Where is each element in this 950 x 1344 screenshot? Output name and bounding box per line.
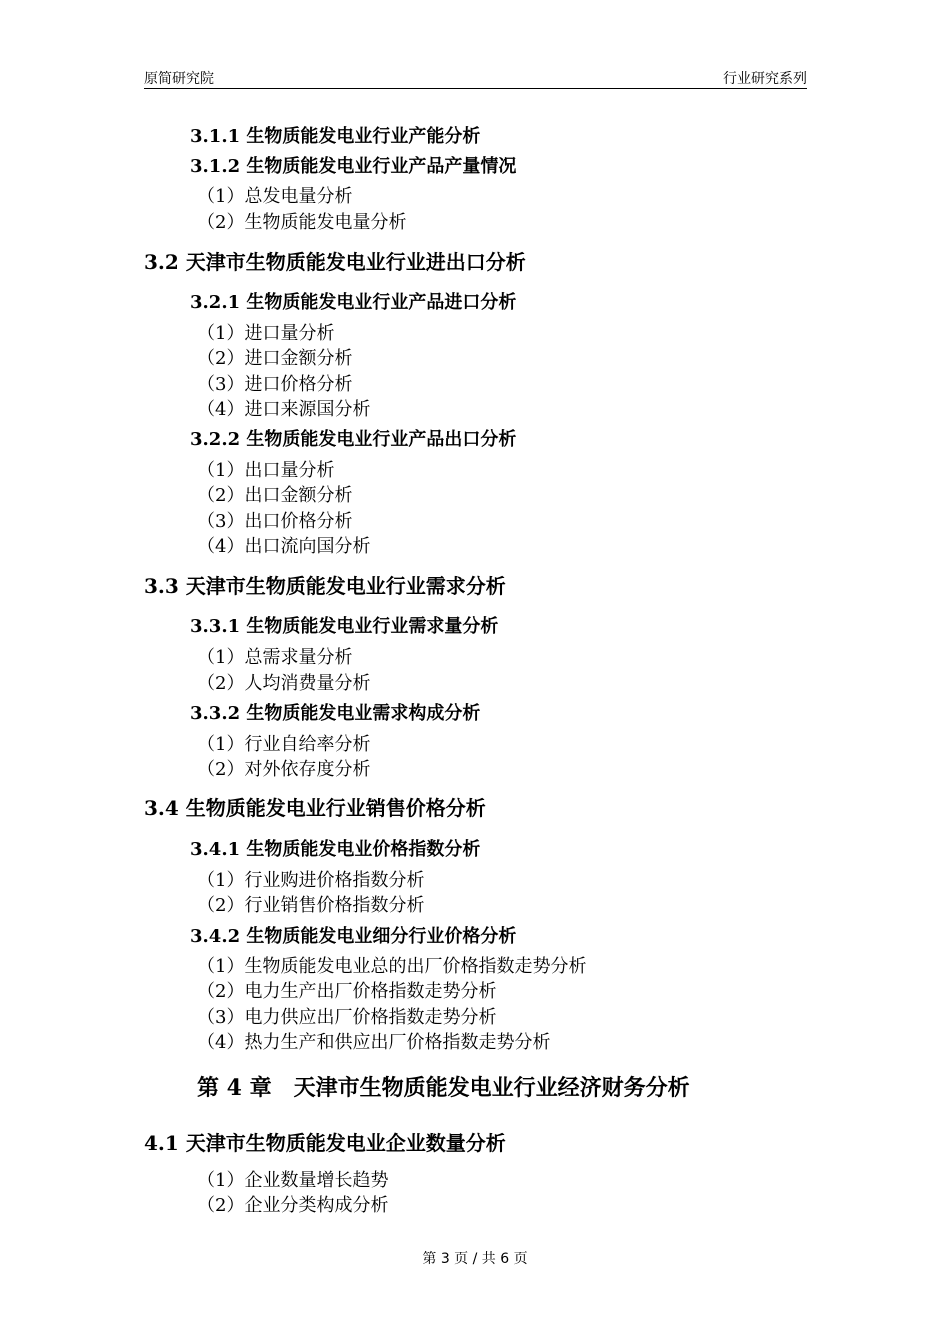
- toc-entry: （2）对外依存度分析: [197, 759, 371, 780]
- toc-entry: 3.2.2 生物质能发电业行业产品出口分析: [190, 429, 517, 450]
- toc-entry: 3.1.2 生物质能发电业行业产品产量情况: [190, 156, 517, 177]
- toc-entry: 3.2.1 生物质能发电业行业产品进口分析: [190, 292, 517, 313]
- header-series: 行业研究系列: [723, 71, 807, 87]
- toc-entry: 3.4.2 生物质能发电业细分行业价格分析: [190, 926, 517, 947]
- toc-entry: 3.4.1 生物质能发电业价格指数分析: [190, 839, 481, 860]
- page-number: 第 3 页 / 共 6 页: [422, 1251, 528, 1267]
- toc-entry: 4.1 天津市生物质能发电业企业数量分析: [144, 1131, 506, 1155]
- header-organization: 原简研究院: [144, 71, 214, 87]
- toc-entry: 3.3 天津市生物质能发电业行业需求分析: [144, 574, 506, 598]
- toc-entry: （1）行业购进价格指数分析: [197, 870, 425, 891]
- toc-entry: （3）出口价格分析: [197, 511, 353, 532]
- toc-entry: 3.1.1 生物质能发电业行业产能分析: [190, 126, 481, 147]
- toc-entry: （2）行业销售价格指数分析: [197, 895, 425, 916]
- toc-entry: （1）行业自给率分析: [197, 734, 371, 755]
- toc-entry: （1）总需求量分析: [197, 647, 353, 668]
- toc-entry: （2）电力生产出厂价格指数走势分析: [197, 981, 497, 1002]
- toc-entry: （3）进口价格分析: [197, 374, 353, 395]
- toc-entry: （2）人均消费量分析: [197, 673, 371, 694]
- toc-entry: 3.4 生物质能发电业行业销售价格分析: [144, 796, 486, 820]
- toc-entry: （2）进口金额分析: [197, 348, 353, 369]
- toc-entry: （4）出口流向国分析: [197, 536, 371, 557]
- toc-entry: （4）热力生产和供应出厂价格指数走势分析: [197, 1032, 551, 1053]
- toc-entry: （2）企业分类构成分析: [197, 1195, 389, 1216]
- toc-entry: （2）生物质能发电量分析: [197, 212, 407, 233]
- toc-entry: （3）电力供应出厂价格指数走势分析: [197, 1007, 497, 1028]
- toc-entry: 3.3.2 生物质能发电业需求构成分析: [190, 703, 481, 724]
- toc-entry: （1）进口量分析: [197, 323, 335, 344]
- toc-entry: （4）进口来源国分析: [197, 399, 371, 420]
- toc-entry: 3.3.1 生物质能发电业行业需求量分析: [190, 616, 499, 637]
- toc-entry: （1）出口量分析: [197, 460, 335, 481]
- chapter-heading: 第 4 章 天津市生物质能发电业行业经济财务分析: [197, 1075, 690, 1101]
- toc-entry: 3.2 天津市生物质能发电业行业进出口分析: [144, 250, 526, 274]
- toc-entry: （1）总发电量分析: [197, 186, 353, 207]
- toc-entry: （1）生物质能发电业总的出厂价格指数走势分析: [197, 956, 587, 977]
- toc-entry: （1）企业数量增长趋势: [197, 1170, 389, 1191]
- toc-entry: （2）出口金额分析: [197, 485, 353, 506]
